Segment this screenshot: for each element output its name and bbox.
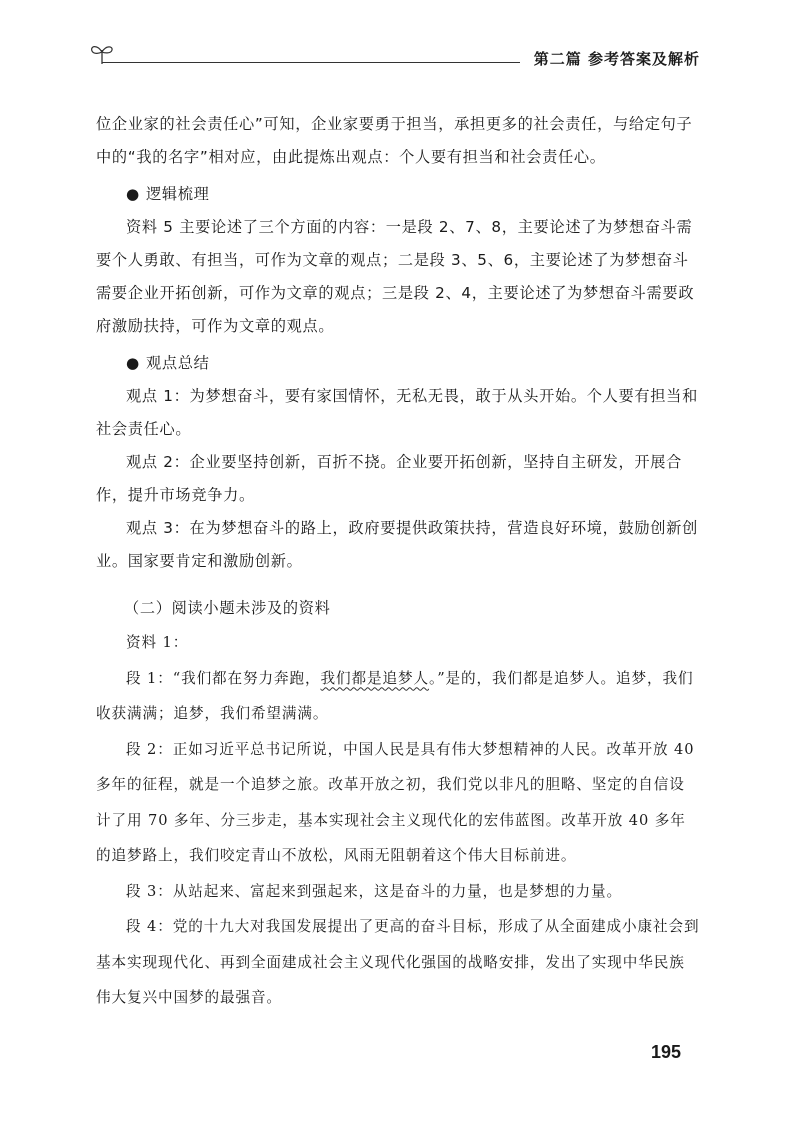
logic-paragraph: 资料 5 主要论述了三个方面的内容：一是段 2、7、8，主要论述了为梦想奋斗需要个人勇敢、有担当，可作为文章的观点；二是段 3、5、6，主要论述了为梦想奋斗需要企业开拓创新，可作为文章的观点；三是段 2、4，主要论述了为梦想奋斗需要政府激励扶持，可作为文章的观点。 bbox=[96, 218, 695, 335]
para-1-after: 。”是的，我们都是追梦人。追梦，我们收获满满；追梦，我们希望满满。 bbox=[96, 669, 694, 722]
page-number: 195 bbox=[651, 1042, 682, 1062]
sprout-icon bbox=[88, 40, 116, 68]
para-1-underlined: 我们都是追梦人 bbox=[320, 669, 429, 687]
summary-heading bbox=[96, 347, 700, 380]
point-1: 观点 1：为梦想奋斗，要有家国情怀，无私无畏，敢于从头开始。个人要有担当和社会责任心。 bbox=[96, 387, 698, 438]
intro-paragraph: 位企业家的社会责任心”可知，企业家要勇于担当，承担更多的社会责任，与给定句子中的“我的名字”相对应，由此提炼出观点：个人要有担当和社会责任心。 bbox=[96, 115, 693, 166]
header-rule bbox=[102, 62, 520, 63]
para-1-before: 段 1：“我们都在努力奔跑， bbox=[126, 669, 321, 687]
header-title: 第二篇 参考答案及解析 bbox=[533, 50, 700, 68]
material-para-4: 段 4：党的十九大对我国发展提出了更高的奋斗目标，形成了从全面建成小康社会到基本实现现代化、再到全面建成社会主义现代化强国的战略安排，发出了实现中华民族伟大复兴中国梦的最强音。 bbox=[96, 918, 700, 1006]
logic-heading bbox=[96, 178, 700, 211]
point-3: 观点 3：在为梦想奋斗的路上，政府要提供政策扶持，营造良好环境，鼓励创新创业。国家要肯定和激励创新。 bbox=[96, 519, 698, 570]
bullet-icon: ● bbox=[126, 354, 140, 372]
page-header bbox=[88, 40, 700, 72]
material-para-2: 段 2：正如习近平总书记所说，中国人民是具有伟大梦想精神的人民。改革开放 40 多年的征程，就是一个追梦之旅。改革开放之初，我们党以非凡的胆略、坚定的自信设计了用 70 多年、分三步走，基本实现社会主义现代化的宏伟蓝图。改革开放 40 多年的追梦路上，我们咬定青山不放松，风雨无阻朝着这个伟大目标前进。 bbox=[96, 740, 695, 864]
logic-heading-label: 逻辑梳理 bbox=[145, 185, 210, 203]
material-para-1 bbox=[96, 661, 700, 732]
material-label: 资料 1： bbox=[126, 634, 189, 651]
point-2: 观点 2：企业要坚持创新，百折不挠。企业要开拓创新，坚持自主研发，开展合作，提升市场竞争力。 bbox=[96, 453, 683, 504]
summary-heading-label: 观点总结 bbox=[145, 354, 210, 372]
section-2-heading: （二）阅读小题未涉及的资料 bbox=[124, 599, 331, 617]
material-para-3: 段 3：从站起来、富起来到强起来，这是奋斗的力量，也是梦想的力量。 bbox=[126, 882, 623, 900]
bullet-icon: ● bbox=[126, 185, 140, 203]
page-content bbox=[96, 108, 700, 1016]
